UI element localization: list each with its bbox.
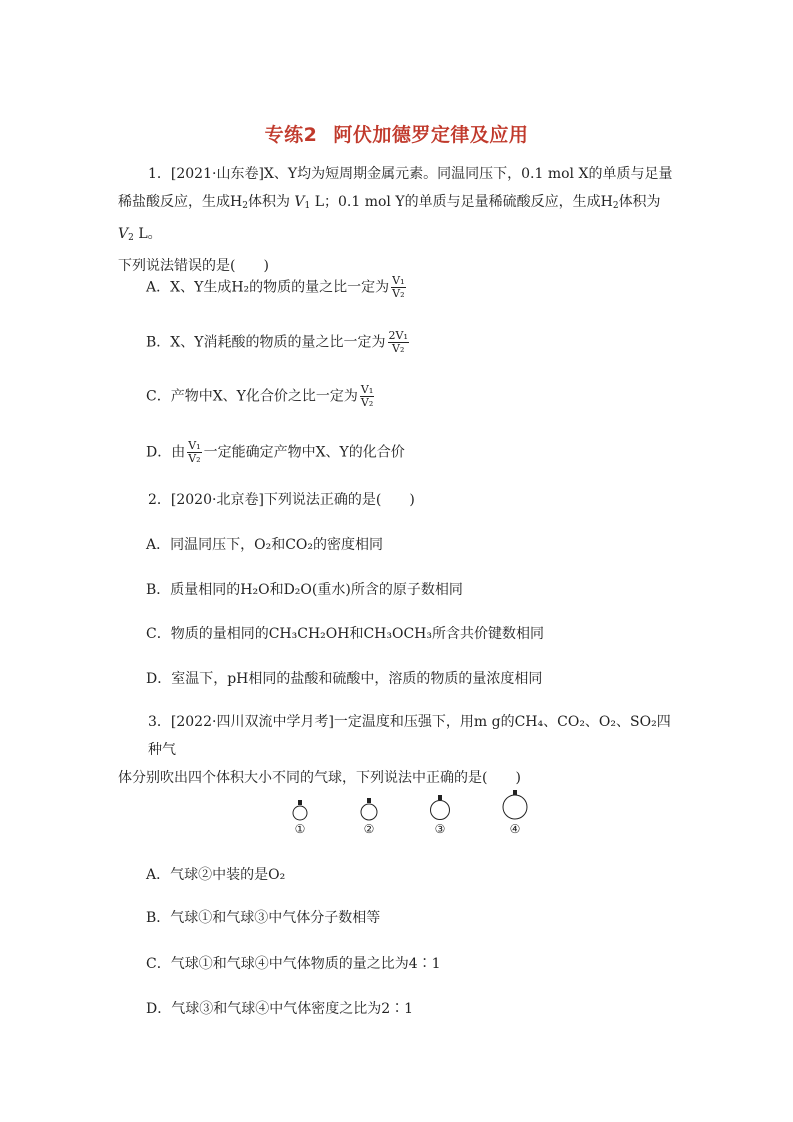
q3-option-b-text: B．气球①和气球③中气体分子数相等 (146, 910, 381, 926)
q1-line2a: 稀盐酸反应，生成H (118, 194, 243, 210)
question-3-stem (118, 708, 678, 792)
q3-option-d[interactable] (146, 999, 413, 1019)
q1-option-d[interactable] (146, 440, 405, 465)
balloon-3-label: ③ (434, 822, 446, 836)
q1-line2e: L。 (138, 226, 162, 242)
fraction-b-num: 2V₁ (388, 329, 408, 342)
q1-option-a[interactable] (146, 275, 408, 300)
q3-option-a[interactable] (146, 865, 285, 885)
fraction-c (360, 384, 374, 409)
fraction-a-num: V₁ (392, 274, 405, 287)
q1-line2b: 体积为 (247, 194, 290, 210)
question-2-stem (118, 486, 678, 514)
q1-line2c: L；0.1 mol Y的单质与足量稀硫酸反应，生成H (314, 194, 613, 210)
fraction-c-den: V₂ (360, 396, 374, 409)
q3-option-b[interactable] (146, 908, 380, 928)
q1-option-c[interactable] (146, 384, 376, 409)
balloon-1-label: ① (294, 822, 306, 836)
q2-option-b-text: B．质量相同的H₂O和D₂O(重水)所含的原子数相同 (146, 582, 463, 598)
balloon-1-icon (290, 799, 310, 821)
q1-option-b[interactable] (146, 330, 411, 355)
q1-option-d-pre: D．由 (146, 444, 186, 461)
q1-option-a-text: A．X、Y生成H₂的物质的量之比一定为 (146, 279, 390, 296)
q1-option-d-post: 一定能确定产物中X、Y的化合价 (203, 444, 405, 461)
title-text: 阿伏加德罗定律及应用 (333, 124, 529, 146)
q1-line3: 下列说法错误的是( ) (118, 258, 269, 274)
title-number: 专练2 (264, 124, 318, 146)
balloon-2-icon (358, 797, 380, 821)
fraction-c-num: V₁ (360, 383, 374, 396)
page-title (0, 120, 793, 147)
fraction-a-den: V₂ (392, 287, 405, 300)
balloon-1 (290, 799, 310, 836)
q2-stem-text: 2．[2020·北京卷]下列说法正确的是( ) (148, 492, 415, 508)
q2-option-c-text: C．物质的量相同的CH₃CH₂OH和CH₃OCH₃所含共价键数相同 (146, 626, 545, 642)
q3-option-c-text: C．气球①和气球④中气体物质的量之比为4∶1 (146, 956, 441, 972)
q3-option-c[interactable] (146, 954, 441, 974)
balloon-2-label: ② (363, 822, 375, 836)
fraction-a (391, 275, 405, 300)
q1-line2d: 体积为 (618, 194, 661, 210)
balloon-3-icon (428, 794, 452, 821)
q2-option-a-text: A．同温同压下，O₂和CO₂的密度相同 (146, 537, 384, 553)
q1-source: 1．[2021·山东卷] (148, 166, 264, 182)
balloon-3 (428, 794, 452, 836)
q3-line2: 体分别吹出四个体积大小不同的气球，下列说法中正确的是( ) (118, 770, 521, 786)
q2-option-d[interactable] (146, 669, 542, 689)
q3-line1: 3．[2022·四川双流中学月考]一定温度和压强下，用m g的CH₄、CO₂、O₂、SO₂四种气 (148, 714, 671, 758)
q2-option-b[interactable] (146, 580, 463, 600)
q3-option-a-text: A．气球②中装的是O₂ (146, 867, 286, 883)
q1-option-b-text: B．X、Y消耗酸的物质的量之比一定为 (146, 334, 386, 351)
q2-option-a[interactable] (146, 535, 383, 555)
question-1-stem: 1．[2021·山东卷]X、Y均为短周期金属元素。同温同压下，0.1 mol X的单质与足量 稀盐酸反应，生成$H_2$体积为 $V_1$ L；0.1 mol Y的单质与足量稀硫酸反应，生成$H_2$体积为 $V_2$ L。 下列说法错误的是( ) (118, 166, 673, 274)
balloon-figure (280, 792, 540, 842)
balloon-4 (501, 789, 529, 836)
fraction-b (388, 330, 409, 355)
q2-option-d-text: D．室温下，pH相同的盐酸和硫酸中，溶质的物质的量浓度相同 (146, 671, 543, 687)
balloon-4-icon (501, 789, 529, 821)
balloon-4-label: ④ (509, 822, 521, 836)
q1-line1: X、Y均为短周期金属元素。同温同压下，0.1 mol X的单质与足量 (263, 166, 673, 182)
fraction-b-den: V₂ (392, 342, 405, 355)
q2-option-c[interactable] (146, 624, 544, 644)
fraction-d (187, 440, 201, 465)
fraction-d-num: V₁ (188, 439, 201, 452)
balloon-2 (358, 797, 380, 836)
q3-option-d-text: D．气球③和气球④中气体密度之比为2∶1 (146, 1001, 414, 1017)
q1-option-c-text: C．产物中X、Y化合价之比一定为 (146, 388, 358, 405)
fraction-d-den: V₂ (188, 452, 201, 465)
